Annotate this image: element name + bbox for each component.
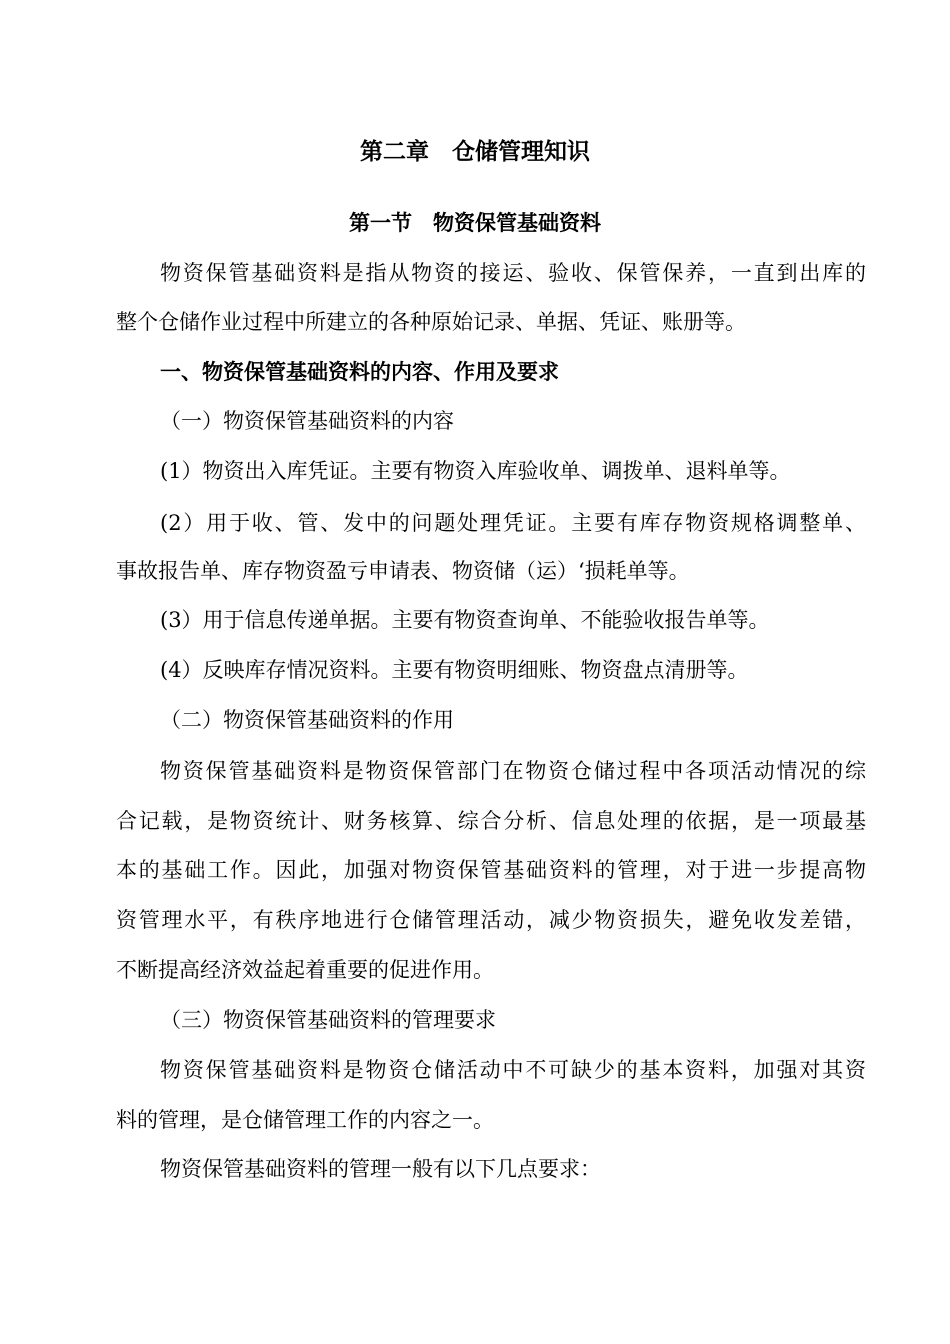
closing-line: 物资保管基础资料的管理一般有以下几点要求：: [160, 1157, 601, 1181]
item-3: (3）用于信息传递单据。主要有物资查询单、不能验收报告单等。: [160, 608, 770, 632]
item-2-line-2: 事故报告单、库存物资盈亏申请表、物资储（运）‘损耗单等。: [116, 559, 690, 583]
role-line-5: 不断提高经济效益起着重要的促进作用。: [116, 958, 494, 982]
intro-line-2: 整个仓储作业过程中所建立的各种原始记录、单据、凭证、账册等。: [116, 310, 746, 334]
section-title: 第一节 物资保管基础资料: [349, 211, 601, 235]
heading-1: 一、物资保管基础资料的内容、作用及要求: [160, 360, 559, 384]
req-line-1: 物资保管基础资料是物资仓储活动中不可缺少的基本资料，加强对其资: [160, 1058, 866, 1082]
intro-line-1: 物资保管基础资料是指从物资的接运、验收、保管保养，一直到出库的: [160, 261, 866, 285]
role-line-2: 合记载，是物资统计、财务核算、综合分析、信息处理的依据，是一项最基: [116, 809, 866, 833]
role-line-1: 物资保管基础资料是物资保管部门在物资仓储过程中各项活动情况的综: [160, 759, 866, 783]
item-2-line-1: (2）用于收、管、发中的问题处理凭证。主要有库存物资规格调整单、: [160, 511, 866, 535]
subheading-role: （二）物资保管基础资料的作用: [160, 708, 454, 732]
role-line-4: 资管理水平，有秩序地进行仓储管理活动，减少物资损失，避免收发差错，: [116, 908, 866, 932]
role-line-3: 本的基础工作。因此，加强对物资保管基础资料的管理，对于进一步提高物: [116, 858, 866, 882]
subheading-requirements: （三）物资保管基础资料的管理要求: [160, 1008, 496, 1032]
req-line-2: 料的管理，是仓储管理工作的内容之一。: [116, 1108, 494, 1132]
item-4: (4）反映库存情况资料。主要有物资明细账、物资盘点清册等。: [160, 658, 749, 682]
chapter-title: 第二章 仓储管理知识: [360, 139, 590, 165]
subheading-content: （一）物资保管基础资料的内容: [160, 409, 454, 433]
item-1: (1）物资出入库凭证。主要有物资入库验收单、调拨单、退料单等。: [160, 459, 791, 483]
